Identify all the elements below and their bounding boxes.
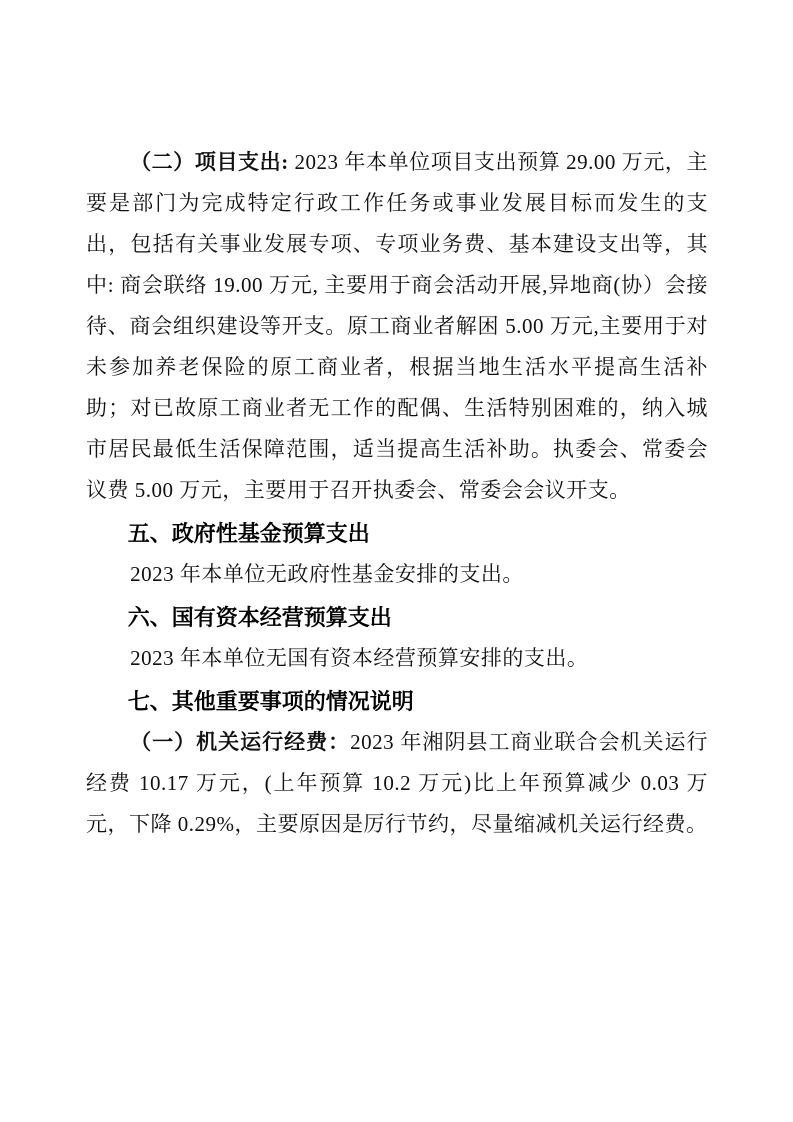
paragraph-agency-operating-cost-lead: （一）机关运行经费： bbox=[130, 730, 351, 754]
paragraph-project-expenditure-lead: （二）项目支出: bbox=[130, 150, 289, 174]
heading-section-6-state-capital-budget: 六、国有资本经营预算支出 bbox=[127, 605, 392, 630]
paragraph-project-expenditure-text: 2023 年本单位项目支出预算 29.00 万元，主要是部门为完成特定行政工作任务或事业发展目标而发生的支出，包括有关事业发展专项、专项业务费、基本建设支出等，其中: 商会联络 19.00 万元, 主要用于商会活动开展,异地商(协）会接待、商会组织建设等开支。原工商业者解困 5.00 万元,主要用于对未参加养老保险的原工商业者，根据当地生活水平提高生活补助；对已故原工商业者无工作的配偶、生活特别困难的，纳入城市居民最低生活保障范围，适当提高生活补助。执委会、常委会议费 5.00 万元，主要用于召开执委会、常委会会议开支。 bbox=[86, 150, 708, 502]
heading-section-7-other-important-matters: 七、其他重要事项的情况说明 bbox=[127, 689, 414, 714]
paragraph-project-expenditure bbox=[86, 142, 708, 511]
paragraph-agency-operating-cost-text: 2023 年湘阴县工商业联合会机关运行经费 10.17 万元，(上年预算 10.2 万元)比上年预算减少 0.03 万元，下降 0.29%，主要原因是厉行节约，尽量缩减机关运行经费。 bbox=[86, 730, 709, 836]
heading-section-5-gov-fund-budget: 五、政府性基金预算支出 bbox=[127, 521, 370, 546]
document-body bbox=[86, 142, 708, 845]
paragraph-section-5-gov-fund-budget: 2023 年本单位无政府性基金安排的支出。 bbox=[130, 562, 524, 586]
paragraph-agency-operating-cost bbox=[86, 722, 708, 845]
paragraph-section-6-state-capital-budget: 2023 年本单位无国有资本经营预算安排的支出。 bbox=[130, 646, 589, 670]
